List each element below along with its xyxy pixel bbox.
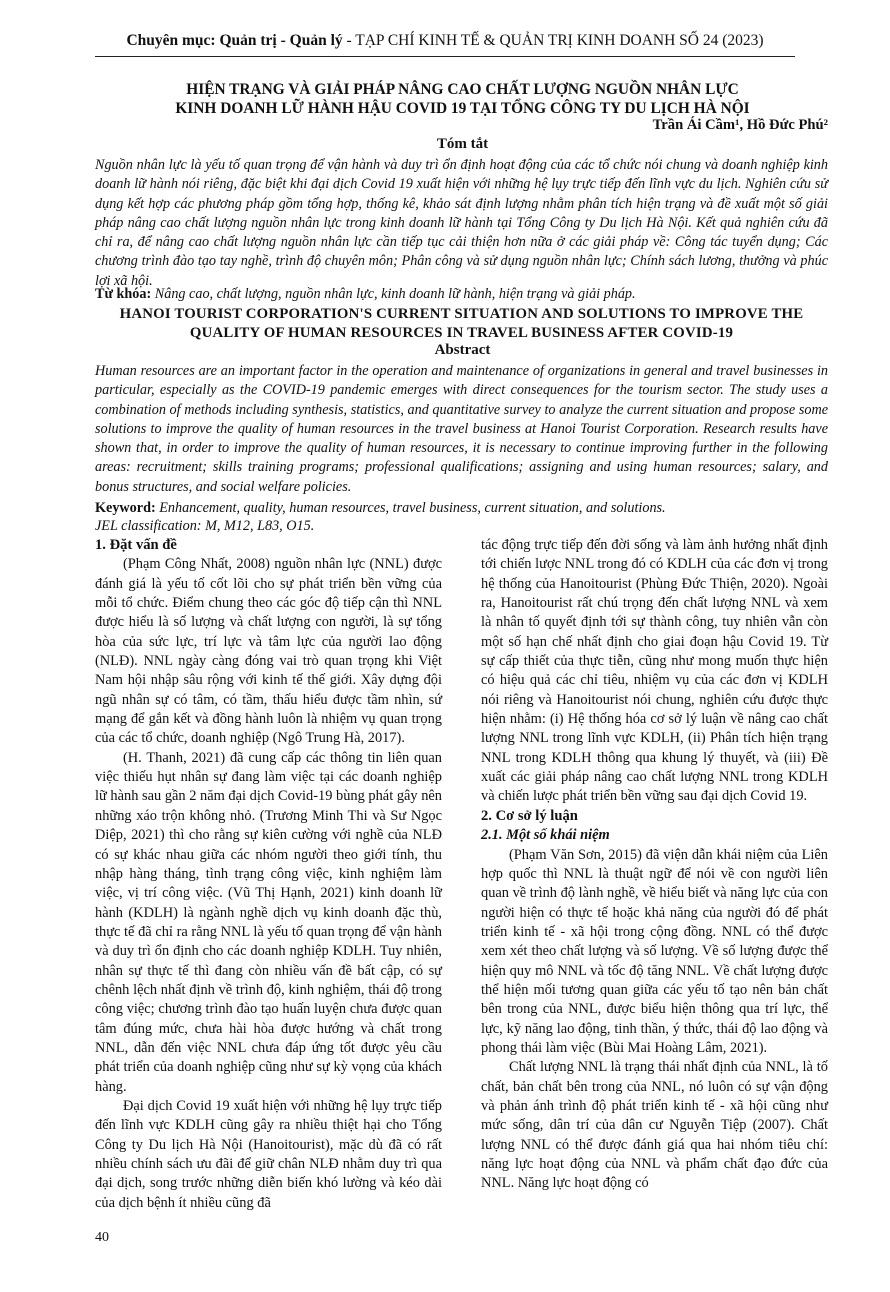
subsection-heading-2-1: 2.1. Một số khái niệm	[481, 827, 610, 844]
jel-text: JEL classification: M, M12, L83, O15.	[95, 518, 315, 534]
paragraph: (Phạm Công Nhất, 2008) nguồn nhân lực (NNL) được đánh giá là yếu tố cốt lõi cho sự phát triển bền vững của mỗi tổ chức. Điểm chung theo các góc độ tiếp cận thì NNL được hiểu là số lượng và chất lượng con người, là sự tổng hòa của sức lực, trí lực và tâm lực của người lao động (NLĐ). NNL ngày càng đóng vai trò quan trọng khi Việt Nam hội nhập sâu rộng với kinh tế thế giới. Xây dựng đội ngũ nhân sự có tâm, có tầm, thấu hiểu được tầm nhìn, sứ mạng để gắn kết và đồng hành luôn là nhiệm vụ quan trọng của các tổ chức, doanh nghiệp (Ngô Trung Hà, 2017).	[95, 556, 442, 747]
en-abstract-text: Human resources are an important factor in the operation and maintenance of organizations in general and travel businesses in particular, especially as the COVID-19 pandemic emerges with direct consequences for the tourism sector. The study uses a combination of methods including synthesis, statistics, and quantitative survey to analyze the current situation and propose some solutions to improve the quality of human resources in the travel business at Hanoi Tourist Corporation. Research results have shown that, in order to improve the quality of human resources, it is necessary to continue improving further in the following areas: recruitment; skills training programs; professional qualifications; assigning and using human resources; salary, and bonus structures, and social welfare policies.	[95, 363, 828, 495]
section-heading-2: 2. Cơ sở lý luận	[481, 807, 578, 824]
paragraph: Đại dịch Covid 19 xuất hiện với những hệ lụy trực tiếp đến lĩnh vực KDLH cũng gây ra nhiều thiệt hại cho Tổng Công ty Du lịch Hà Nội (Hanoitourist), mặc dù đã có rất nhiều chính sách ưu đãi để giữ chân NLĐ nhằm duy trì qua đại dịch, song trước những diễn biến khó lường và kéo dài của dịch bệnh ít nhiều cũng đã	[95, 1097, 442, 1211]
paragraph: Chất lượng NNL là trạng thái nhất định của NNL, là tố chất, bản chất bên trong của NNL, nó luôn có sự vận động và phản ánh trình độ phát triển kinh tế - xã hội cũng như mức sống, dân trí của dân cư Nguyễn Tiệp (2007). Chất lượng NNL có thể được đánh giá qua hai nhóm tiêu chí: năng lực hoạt động của NNL và phẩm chất đạo đức của NNL. Năng lực hoạt động có	[481, 1059, 828, 1192]
en-keyword-text: Enhancement, quality, human resources, travel business, current situation, and solutions.	[155, 500, 666, 516]
right-column	[481, 536, 828, 1194]
paragraph: (H. Thanh, 2021) đã cung cấp các thông tin liên quan việc thiếu hụt nhân sự đang làm việc tại các doanh nghiệp lữ hành sau gần 2 năm đại dịch Covid-19 bùng phát gây nên những xáo trộn không nhỏ. (Trương Minh Thi và Sư Ngọc Diệp, 2021) thì cho rằng sự kiên cường với nghề của NLĐ có sự khác nhau giữa các nhóm người theo giới tính, thu nhập hàng tháng, tình trạng công việc, kinh nghiệm làm việc, vị trí công việc. (Vũ Thị Hạnh, 2021) kinh doanh lữ hành (KDLH) là ngành nghề dịch vụ kinh doanh đặc thù, thực tế đã chỉ ra rằng NNL là yếu tố quan trọng để vận hành và duy trì ổn định cho các doanh nghiệp KDLH. Tuy nhiên, nhân sự thực tế thì đang còn nhiều vấn đề bất cập, có sự chênh lệch nhất định về trình độ, kinh nghiệm, thái độ trong công việc; chương trình đào tạo huấn luyện chưa được quan tâm đúng mức, chưa hài hòa được hướng và chất trong NNL, dẫn đến việc NNL chưa đáp ứng tốt được yêu cầu phát triển của doanh nghiệp cũng như sự kỳ vọng của khách hàng.	[95, 749, 442, 1095]
title-line-2: KINH DOANH LỮ HÀNH HẬU COVID 19 TẠI TỔNG CÔNG TY DU LỊCH HÀ NỘI	[175, 100, 750, 117]
en-keyword-label: Keyword:	[95, 500, 156, 516]
header-section: Chuyên mục: Quản trị - Quản lý	[126, 32, 343, 49]
vn-keywords-label: Từ khóa:	[95, 286, 152, 302]
header-journal: - TẠP CHÍ KINH TẾ & QUẢN TRỊ KINH DOANH SỐ 24 (2023)	[342, 32, 764, 49]
running-header	[95, 32, 795, 57]
paragraph: (Phạm Văn Sơn, 2015) đã viện dẫn khái niệm của Liên hợp quốc thì NNL là thuật ngữ để nói về con người liên quan về trình độ lành nghề, về hiểu biết và năng lực của con người hiện có thực tế hoặc khả năng của người đó để phát triển kinh tế - xã hội trong cộng đồng. NNL có thể được xem xét theo chất lượng và số lượng. Về số lượng được thể hiện quy mô NNL và tốc độ tăng NNL. Về chất lượng được thể hiện mối tương quan giữa các yếu tố tạo nên bản chất bên trong của NNL, được biểu hiện thông qua trí lực, thể lực, kỹ năng lao động, tinh thần, ý thức, thái độ lao động và phong thái làm việc (Bùi Mai Hoàng Lâm, 2021).	[481, 846, 828, 1056]
en-title-line-1: HANOI TOURIST CORPORATION'S CURRENT SITUATION AND SOLUTIONS TO IMPROVE THE	[119, 306, 804, 322]
article-title	[95, 80, 830, 118]
left-column	[95, 536, 442, 1213]
vn-keywords-text: Nâng cao, chất lượng, nguồn nhân lực, kinh doanh lữ hành, hiện trạng và giải pháp.	[151, 286, 636, 302]
section-heading-1: 1. Đặt vấn đề	[95, 537, 177, 553]
paragraph: tác động trực tiếp đến đời sống và làm ảnh hưởng nhất định tới chiến lược NNL trong đó có KDLH của các đơn vị trong hệ thống của Hanoitourist (Phùng Đức Thiện, 2020). Ngoài ra, Hanoitourist rất chú trọng đến chất lượng NNL và xem là nhân tố quyết định tới sự thành công, tuy nhiên vẫn còn một số hạn chế nhất định cho giai đoạn hậu Covid 19. Từ sự cấp thiết của thực tiễn, cũng như mong muốn thực hiện có hiệu quả các chỉ tiêu, nhiệm vụ của các đơn vị KDLH nói riêng và Hanoitourist nói chung, nghiên cứu được thực hiện nhằm: (i) Hệ thống hóa cơ sở lý luận về nâng cao chất lượng NNL trong lĩnh vực KDLH, (ii) Phân tích hiện trạng NNL trong KDLH thông qua khung lý thuyết, và (iii) Đề xuất các giải pháp nâng cao chất lượng NNL trong KDLH và chiến lược phát triển bền vững sau đại dịch Covid 19.	[481, 537, 828, 805]
en-title-line-2: QUALITY OF HUMAN RESOURCES IN TRAVEL BUSINESS AFTER COVID-19	[189, 325, 734, 341]
vn-abstract-text: Nguồn nhân lực là yếu tố quan trọng để vận hành và duy trì ổn định hoạt động của các tổ chức nói chung và doanh nghiệp kinh doanh lữ hành nói riêng, đặc biệt khi đại dịch Covid 19 xuất hiện với những hệ lụy trực tiếp đến lĩnh vực du lịch. Nghiên cứu sử dụng kết hợp các phương pháp gồm tổng hợp, thống kê, khảo sát định lượng nhằm phân tích hiện trạng và đề xuất một số giải pháp nâng cao chất lượng nguồn nhân lực trong kinh doanh lữ hành tại Tổng Công ty Du lịch Hà Nội. Kết quả nghiên cứu đã chỉ ra, để nâng cao chất lượng nguồn nhân lực cần tiếp tục cải thiện hơn nữa ở các giải pháp về: Công tác tuyển dụng; Các chương trình đào tạo tay nghề, trình độ chuyên môn; Phân công và sử dụng nguồn nhân lực; Chính sách lương, thưởng và phúc lợi xã hội.	[95, 157, 828, 289]
english-title	[95, 305, 828, 343]
vn-keywords	[95, 285, 828, 304]
authors: Trần Ái Cầm¹, Hồ Đức Phú²	[652, 117, 828, 133]
en-keywords	[95, 499, 828, 518]
title-line-1: HIỆN TRẠNG VÀ GIẢI PHÁP NÂNG CAO CHẤT LƯỢNG NGUỒN NHÂN LỰC	[186, 81, 739, 98]
en-abstract-heading: Abstract	[434, 342, 491, 358]
page-number: 40	[95, 1230, 109, 1245]
vn-abstract-heading: Tóm tắt	[436, 136, 489, 152]
jel-classification	[95, 517, 828, 536]
